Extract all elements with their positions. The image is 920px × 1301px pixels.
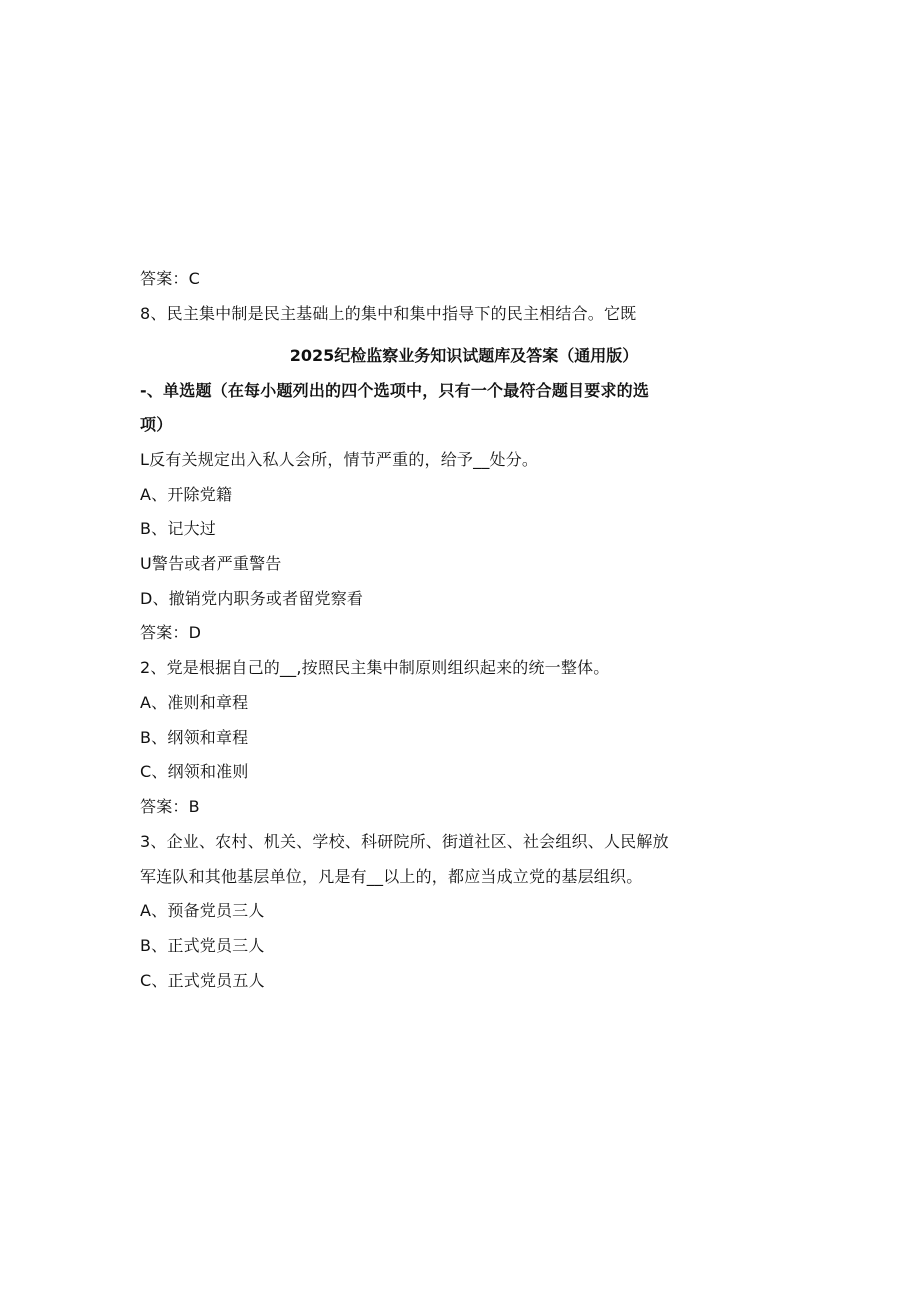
question-3-option-c: C、正式党员五人 <box>140 971 265 990</box>
question-2-stem: 2、党是根据自己的__,按照民主集中制原则组织起来的统一整体。 <box>140 658 610 677</box>
question-1-option-c: U警告或者严重警告 <box>140 554 282 573</box>
question-1-option-a: A、开除党籍 <box>140 485 233 504</box>
question-3-stem-line1: 3、企业、农村、机关、学校、科研院所、街道社区、社会组织、人民解放 <box>140 832 669 851</box>
question-1-stem: L反有关规定出入私人会所，情节严重的，给予__处分。 <box>140 450 539 469</box>
section-heading-line2: 项） <box>140 415 173 434</box>
question-1-option-b: B、记大过 <box>140 519 216 538</box>
question-2-option-b: B、纲领和章程 <box>140 728 249 747</box>
document-title: 2025纪检监察业务知识试题库及答案（通用版） <box>289 346 639 365</box>
question-1-option-d: D、撤销党内职务或者留党察看 <box>140 589 364 608</box>
previous-answer: 答案：C <box>140 269 200 288</box>
question-3-stem-line2: 军连队和其他基层单位，凡是有__以上的，都应当成立党的基层组织。 <box>140 867 643 886</box>
section-heading-line1: -、单选题（在每小题列出的四个选项中，只有一个最符合题目要求的选 <box>140 381 650 400</box>
previous-question-8: 8、民主集中制是民主基础上的集中和集中指导下的民主相结合。它既 <box>140 304 637 323</box>
question-2-option-a: A、准则和章程 <box>140 693 249 712</box>
question-3-option-b: B、正式党员三人 <box>140 936 265 955</box>
question-2-answer: 答案：B <box>140 797 200 816</box>
question-3-option-a: A、预备党员三人 <box>140 901 265 920</box>
question-1-answer: 答案：D <box>140 623 202 642</box>
question-2-option-c: C、纲领和准则 <box>140 762 249 781</box>
